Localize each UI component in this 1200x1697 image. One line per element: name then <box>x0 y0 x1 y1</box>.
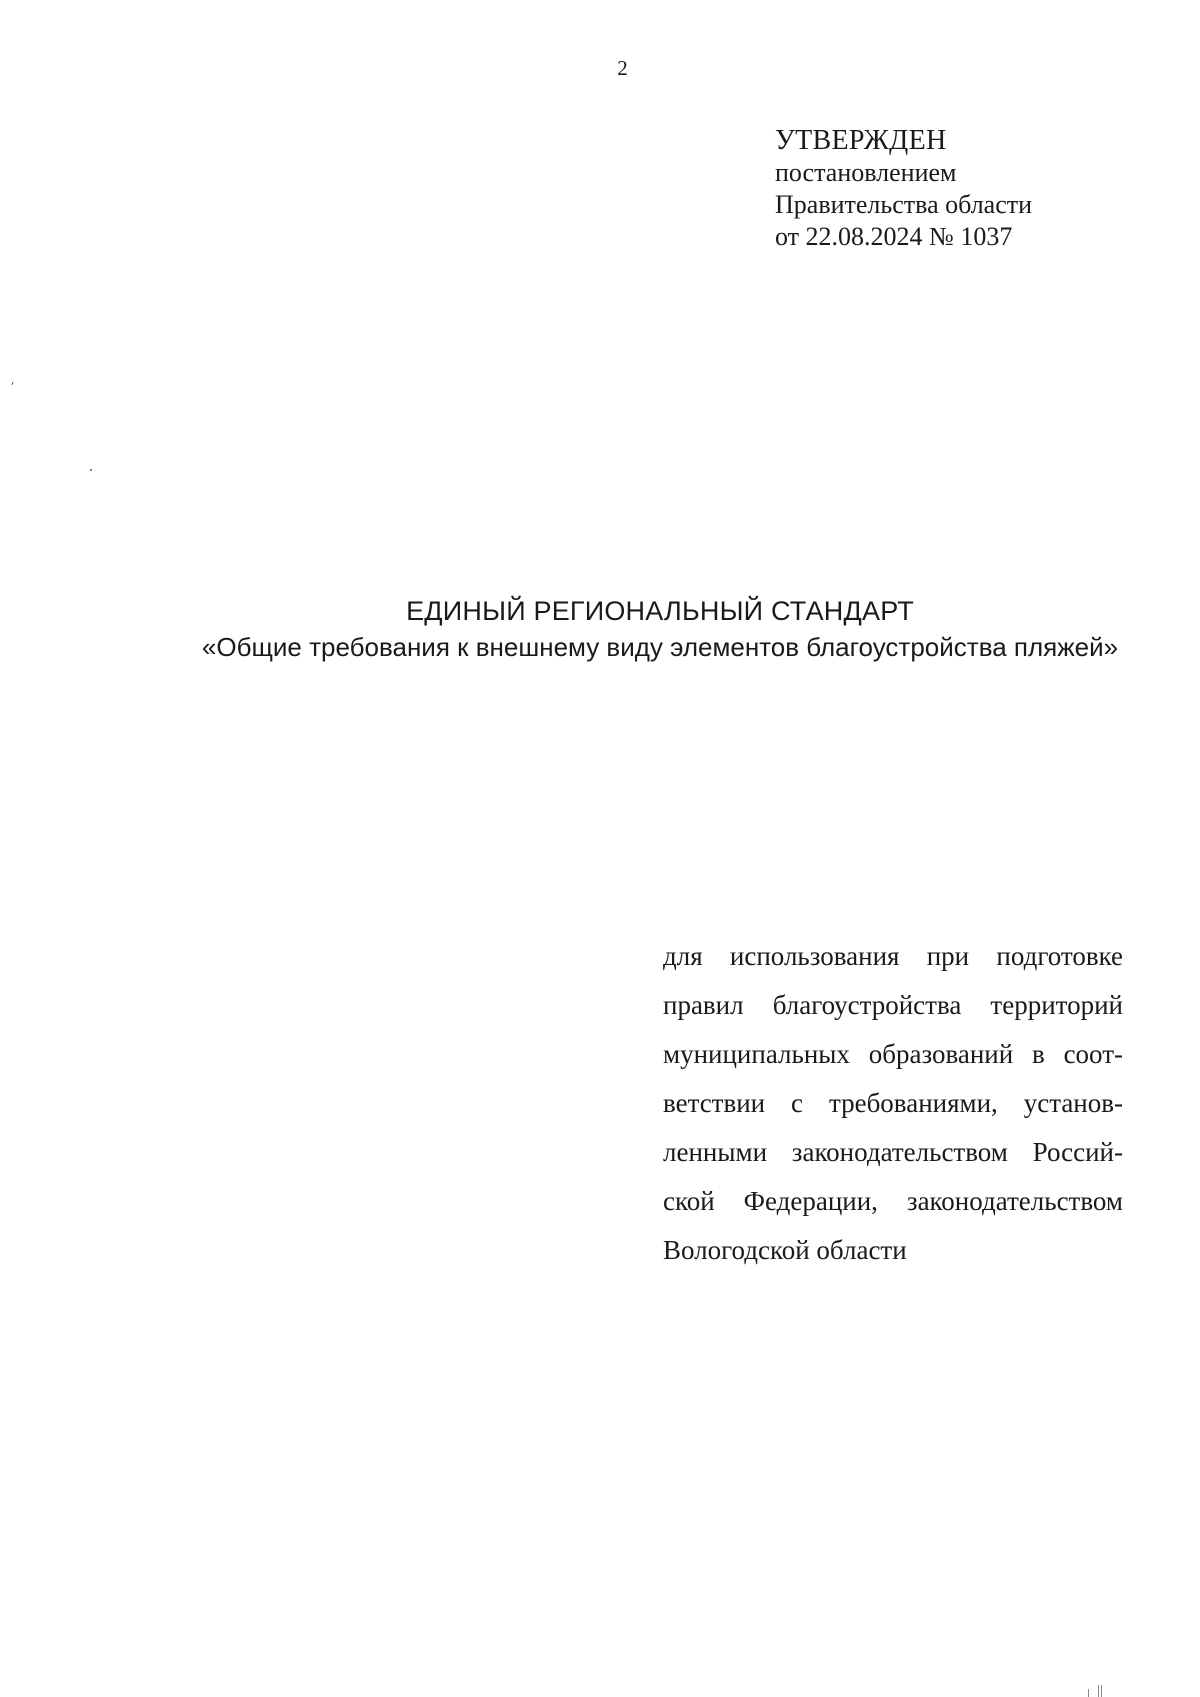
scan-speck <box>90 469 92 471</box>
purpose-line: Вологодской области <box>663 1235 907 1265</box>
purpose-line: ветствии с требованиями, установ- <box>663 1088 1123 1118</box>
approval-block <box>775 125 1175 253</box>
page-number: 2 <box>617 56 628 80</box>
purpose-line: для использования при подготовке <box>663 941 1123 971</box>
scan-edge-mark <box>1086 1683 1108 1697</box>
approval-line: постановлением <box>775 158 957 187</box>
document-title: ЕДИНЫЙ РЕГИОНАЛЬНЫЙ СТАНДАРТ <box>406 596 914 626</box>
scan-speck <box>12 382 14 385</box>
purpose-line: ленными законодательством Россий- <box>663 1137 1123 1167</box>
purpose-line: муниципальных образований в соот- <box>663 1039 1123 1069</box>
approval-line: Правительства области <box>775 190 1033 219</box>
document-title-block <box>0 593 1200 665</box>
approval-date-number: от 22.08.2024 № 1037 <box>775 222 1013 251</box>
document-subtitle: «Общие требования к внешнему виду элементов благоустройства пляжей» <box>201 632 1119 662</box>
approval-heading: УТВЕРЖДЕН <box>775 125 947 156</box>
purpose-line: ской Федерации, законодательством <box>663 1186 1123 1216</box>
purpose-line: правил благоустройства территорий <box>663 990 1123 1020</box>
purpose-paragraph <box>663 932 1123 1275</box>
